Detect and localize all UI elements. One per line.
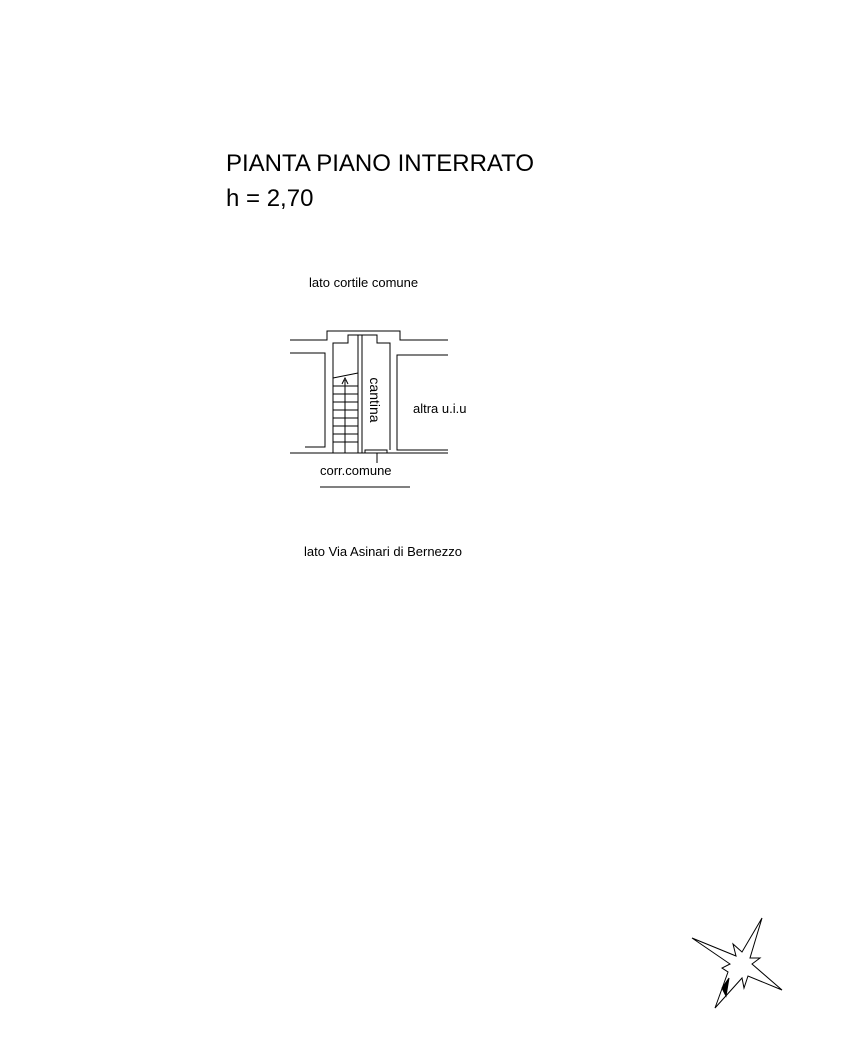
corridor-label: corr.comune <box>320 463 392 478</box>
walls <box>290 331 448 453</box>
bottom-side-label: lato Via Asinari di Bernezzo <box>304 544 463 559</box>
north-arrow-compass-icon <box>692 918 782 1008</box>
page-title: PIANTA PIANO INTERRATO <box>226 150 535 177</box>
room-label-cantina: cantina <box>367 377 383 423</box>
adjacent-unit-label: altra u.i.u <box>413 401 467 416</box>
top-side-label: lato cortile comune <box>309 275 419 290</box>
staircase <box>333 373 358 453</box>
cantina-door <box>365 450 387 463</box>
ceiling-height-label: h = 2,70 <box>226 185 314 212</box>
